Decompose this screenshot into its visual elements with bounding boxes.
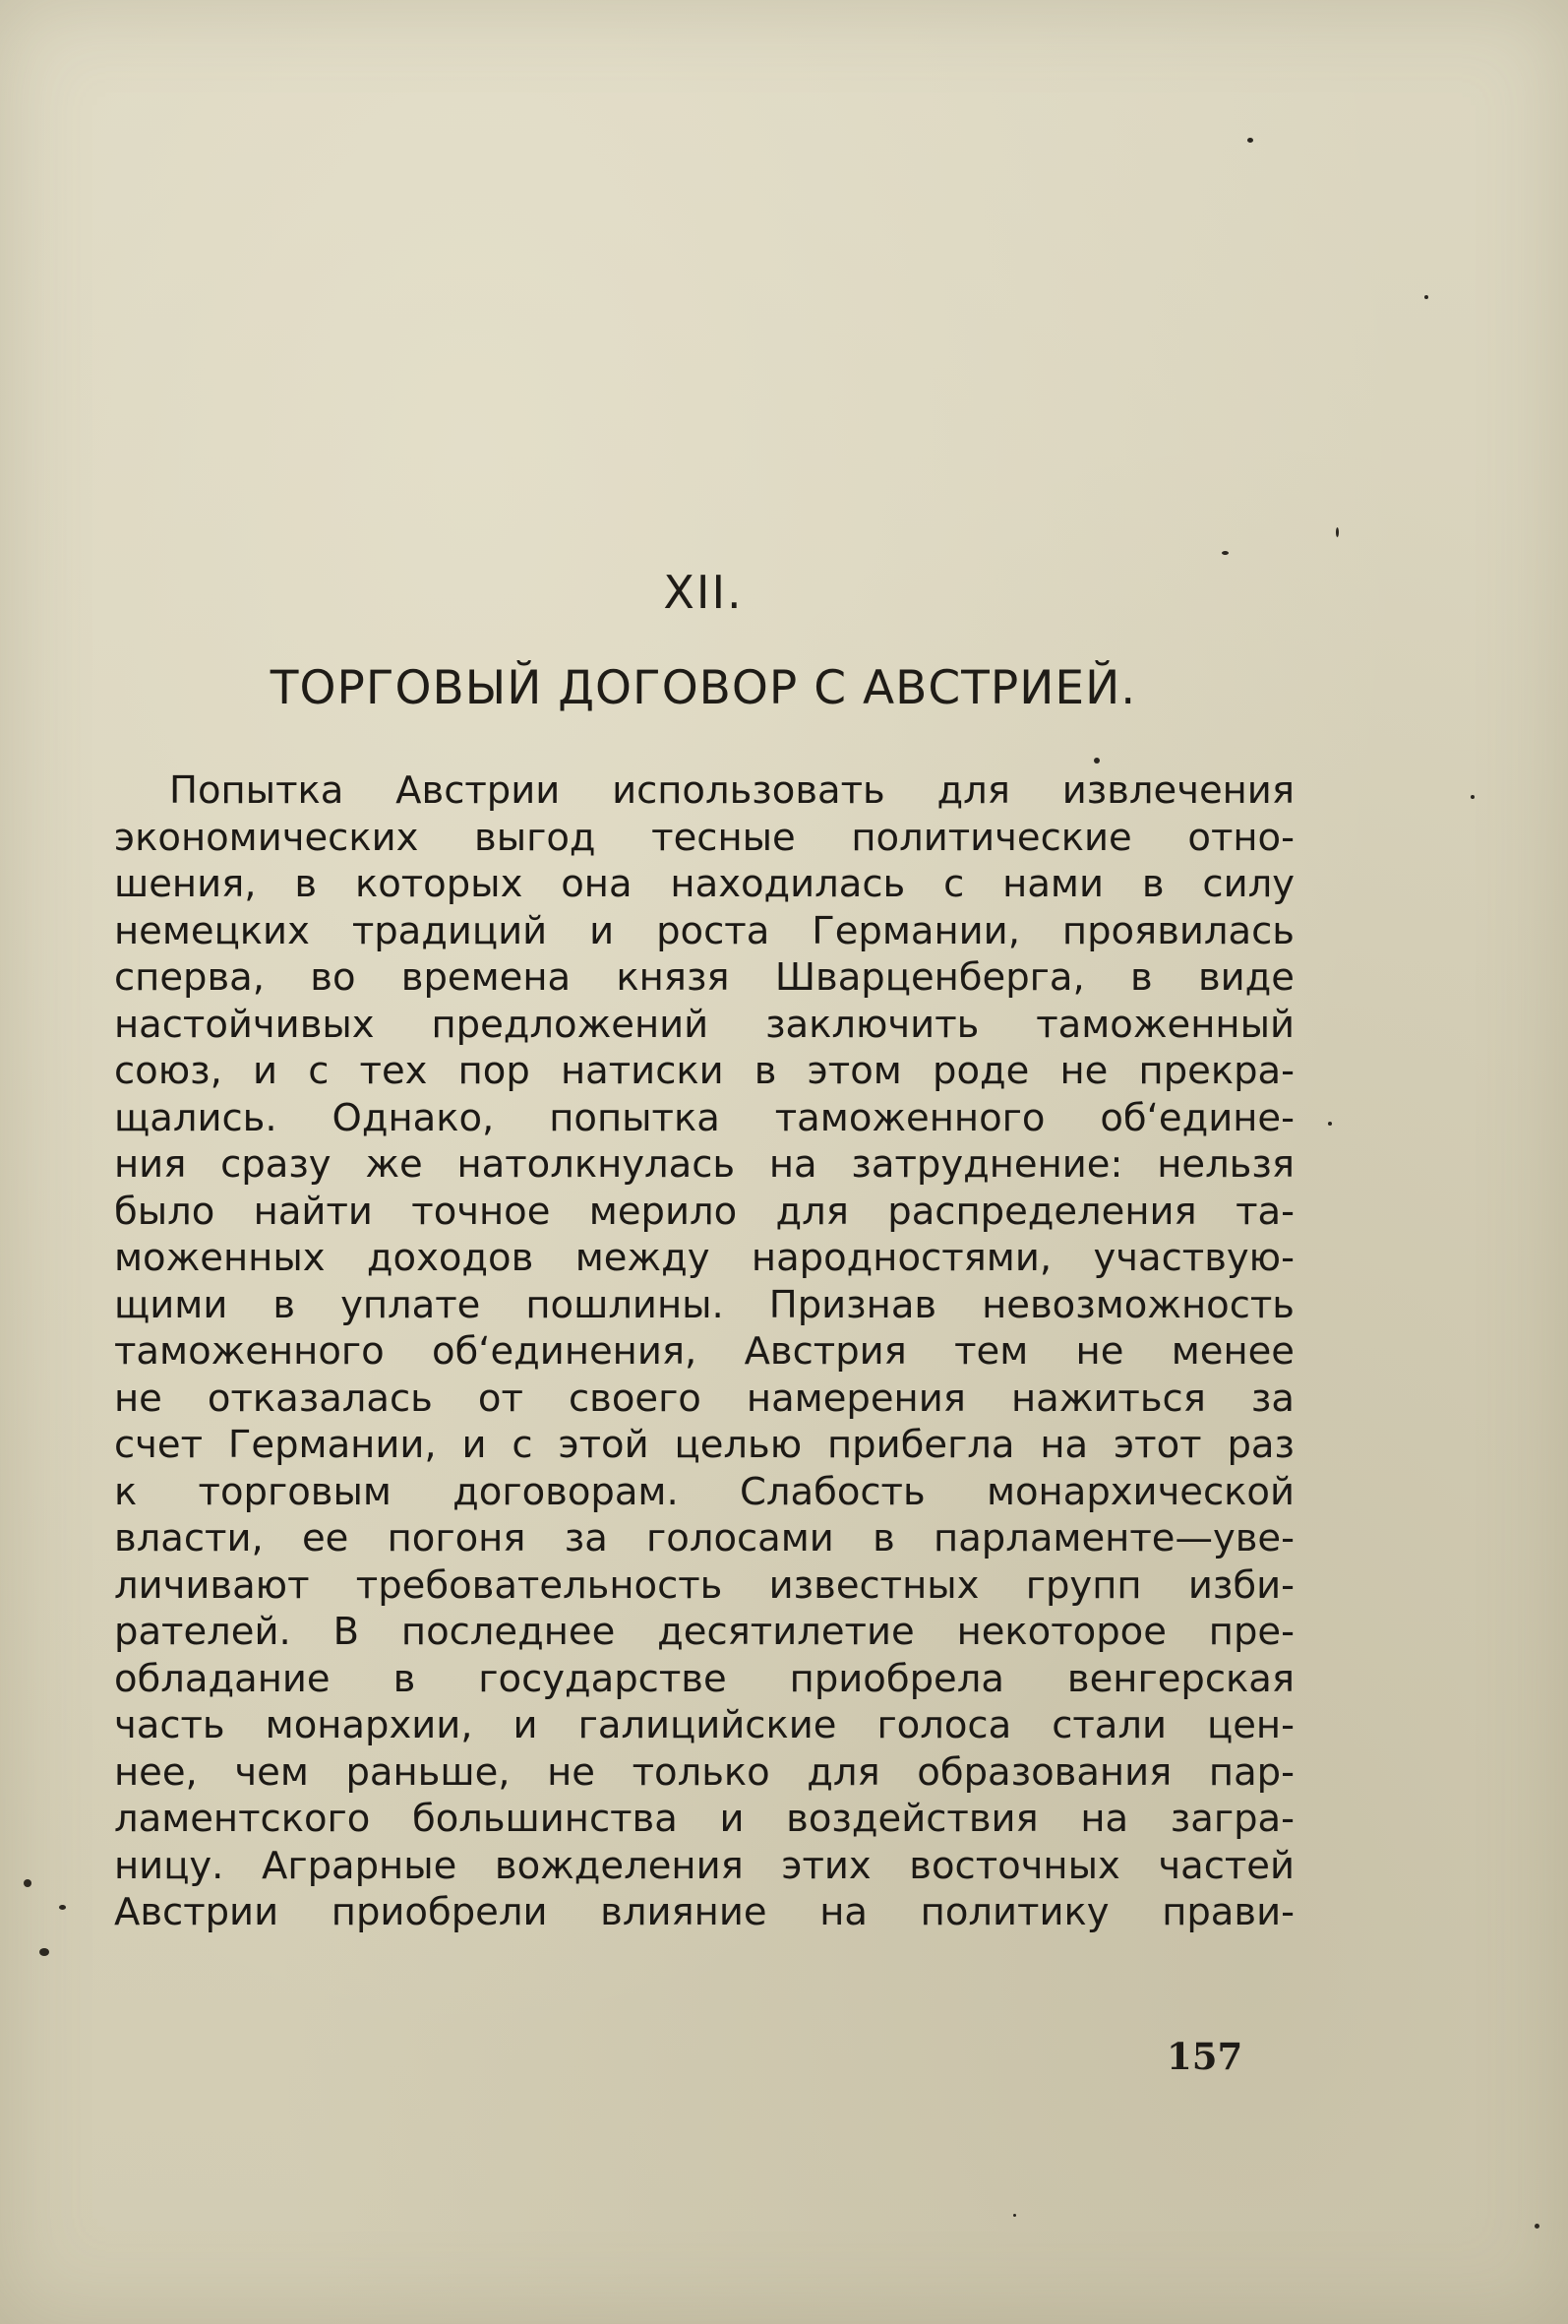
dust-speck [1336, 527, 1339, 537]
text-line: Австрии приобрели влияние на политику прави- [114, 1890, 1295, 1934]
dust-speck [1222, 551, 1229, 555]
text-line: рателей. В последнее десятилетие некоторое пре- [114, 1610, 1295, 1654]
dust-speck [1535, 2224, 1539, 2229]
body-paragraph [114, 767, 1295, 1936]
text-line: шения, в которых она находилась с нами в силу [114, 862, 1295, 906]
text-line: Попытка Австрии использовать для извлечения [169, 768, 1295, 813]
dust-speck [1094, 758, 1100, 764]
text-line: ламентского большинства и воздействия на загра- [114, 1797, 1295, 1841]
chapter-number: XII. [663, 566, 744, 619]
text-line: экономических выгод тесные политические отно- [114, 815, 1295, 860]
text-line: власти, ее погоня за голосами в парламенте—уве- [114, 1516, 1295, 1560]
text-line: часть монархии, и галицийские голоса стали цен- [114, 1703, 1295, 1747]
chapter-title: ТОРГОВЫЙ ДОГОВОР С АВСТРИЕЙ. [270, 661, 1137, 715]
text-line: сперва, во времена князя Шварценберга, в виде [114, 955, 1295, 1000]
text-line: союз, и с тех пор натиски в этом роде не прекра- [114, 1049, 1295, 1093]
page-number: 157 [1167, 2035, 1243, 2078]
text-line: моженных доходов между народностями, участвую- [114, 1236, 1295, 1280]
dust-speck [1247, 138, 1253, 143]
text-line: таможенного об‘единения, Австрия тем не менее [114, 1329, 1295, 1374]
text-line: нее, чем раньше, не только для образования пар- [114, 1749, 1295, 1795]
text-line: счет Германии, и с этой целью прибегла на этот раз [114, 1423, 1295, 1467]
text-line: к торговым договорам. Слабость монархической [114, 1469, 1295, 1514]
text-line: ния сразу же натолкнулась на затруднение: нельзя [114, 1142, 1295, 1187]
dust-speck [39, 1948, 49, 1956]
text-line: было найти точное мерило для распределения та- [114, 1189, 1295, 1234]
text-line: личивают требовательность известных групп изби- [114, 1562, 1295, 1608]
text-line: не отказалась от своего намерения нажиться за [114, 1376, 1295, 1421]
dust-speck [1013, 2214, 1016, 2217]
text-line: щими в уплате пошлины. Признав невозможность [114, 1282, 1295, 1327]
dust-speck [1328, 1122, 1332, 1126]
text-line: немецких традиций и роста Германии, проявилась [114, 908, 1295, 953]
text-line: щались. Однако, попытка таможенного об‘едине- [114, 1095, 1295, 1140]
dust-speck [59, 1905, 66, 1910]
text-line: обладание в государстве приобрела венгерская [114, 1656, 1295, 1701]
text-line: ницу. Аграрные вожделения этих восточных частей [114, 1843, 1295, 1888]
dust-speck [1424, 295, 1428, 299]
text-line: настойчивых предложений заключить таможенный [114, 1002, 1295, 1047]
dust-speck [24, 1879, 31, 1887]
dust-speck [1471, 795, 1475, 799]
